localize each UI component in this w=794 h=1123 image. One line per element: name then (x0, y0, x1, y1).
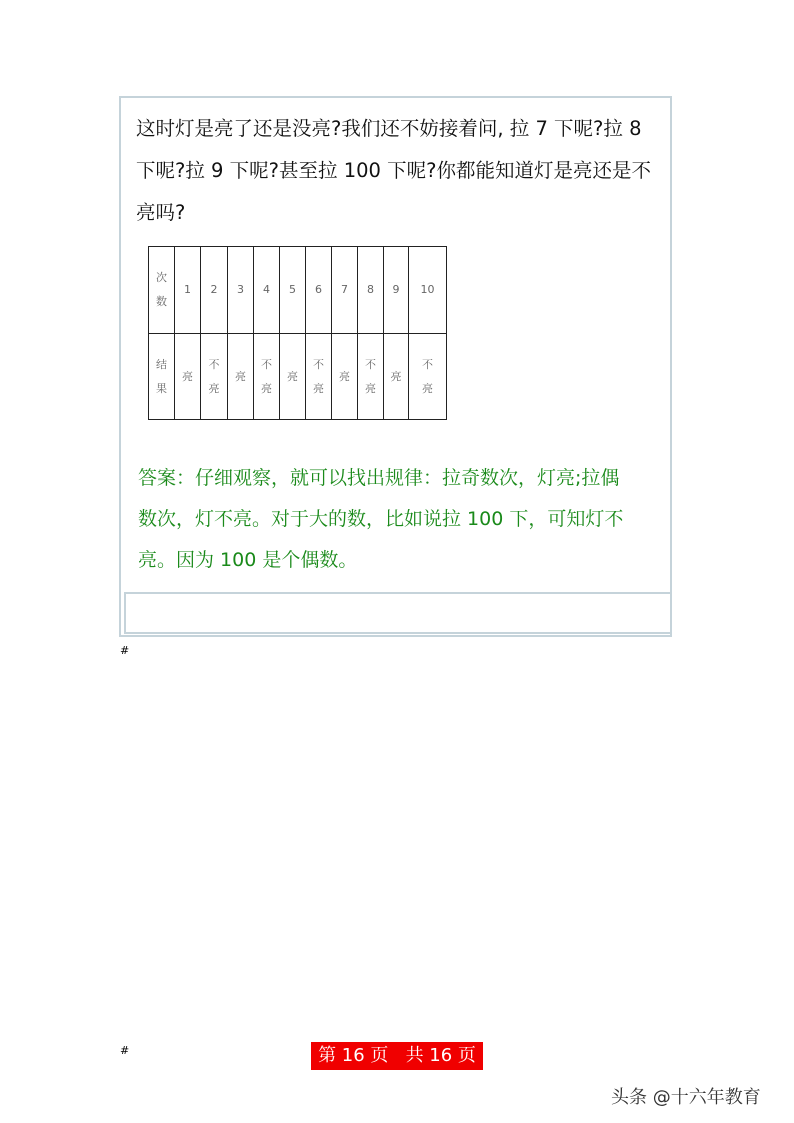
answer-line: 答案：仔细观察，就可以找出规律：拉奇数次，灯亮;拉偶 (138, 467, 620, 489)
result-cell: 亮 (175, 334, 201, 420)
result-cell: 亮 (332, 334, 358, 420)
count-cell: 6 (306, 247, 332, 334)
pull-count-table (148, 246, 447, 420)
result-cell: 不 亮 (254, 334, 280, 420)
count-cell: 8 (358, 247, 384, 334)
paragraph-marker: # (120, 1044, 130, 1057)
watermark: 头条 @十六年教育 (611, 1087, 761, 1108)
paragraph-marker: # (120, 644, 130, 657)
result-cell: 不 亮 (358, 334, 384, 420)
answer-line: 数次，灯不亮。对于大的数，比如说拉 100 下，可知灯不 (138, 508, 624, 530)
count-cell: 5 (280, 247, 306, 334)
question-line: 亮吗? (136, 201, 186, 224)
count-cell: 2 (201, 247, 228, 334)
question-text (136, 108, 672, 234)
content-frame (119, 96, 672, 637)
count-cell: 4 (254, 247, 280, 334)
count-cell: 3 (228, 247, 254, 334)
header-cell-count: 次 数 (149, 247, 175, 334)
result-cell: 亮 (228, 334, 254, 420)
count-cell: 1 (175, 247, 201, 334)
header-cell-result: 结 果 (149, 334, 175, 420)
result-cell: 不 亮 (306, 334, 332, 420)
question-line: 这时灯是亮了还是没亮?我们还不妨接着问, 拉 7 下呢?拉 8 (136, 117, 642, 140)
result-cell: 亮 (280, 334, 306, 420)
result-cell: 亮 (384, 334, 409, 420)
count-cell: 10 (409, 247, 447, 334)
page-indicator: 第 16 页 共 16 页 (311, 1042, 483, 1070)
result-cell: 不 亮 (201, 334, 228, 420)
empty-answer-box (124, 592, 672, 634)
table-row-results (149, 334, 447, 420)
question-line: 下呢?拉 9 下呢?甚至拉 100 下呢?你都能知道灯是亮还是不 (136, 159, 651, 182)
count-cell: 9 (384, 247, 409, 334)
answer-line: 亮。因为 100 是个偶数。 (138, 549, 358, 571)
answer-text (138, 458, 672, 581)
result-cell: 不 亮 (409, 334, 447, 420)
count-cell: 7 (332, 247, 358, 334)
table-row-counts (149, 247, 447, 334)
